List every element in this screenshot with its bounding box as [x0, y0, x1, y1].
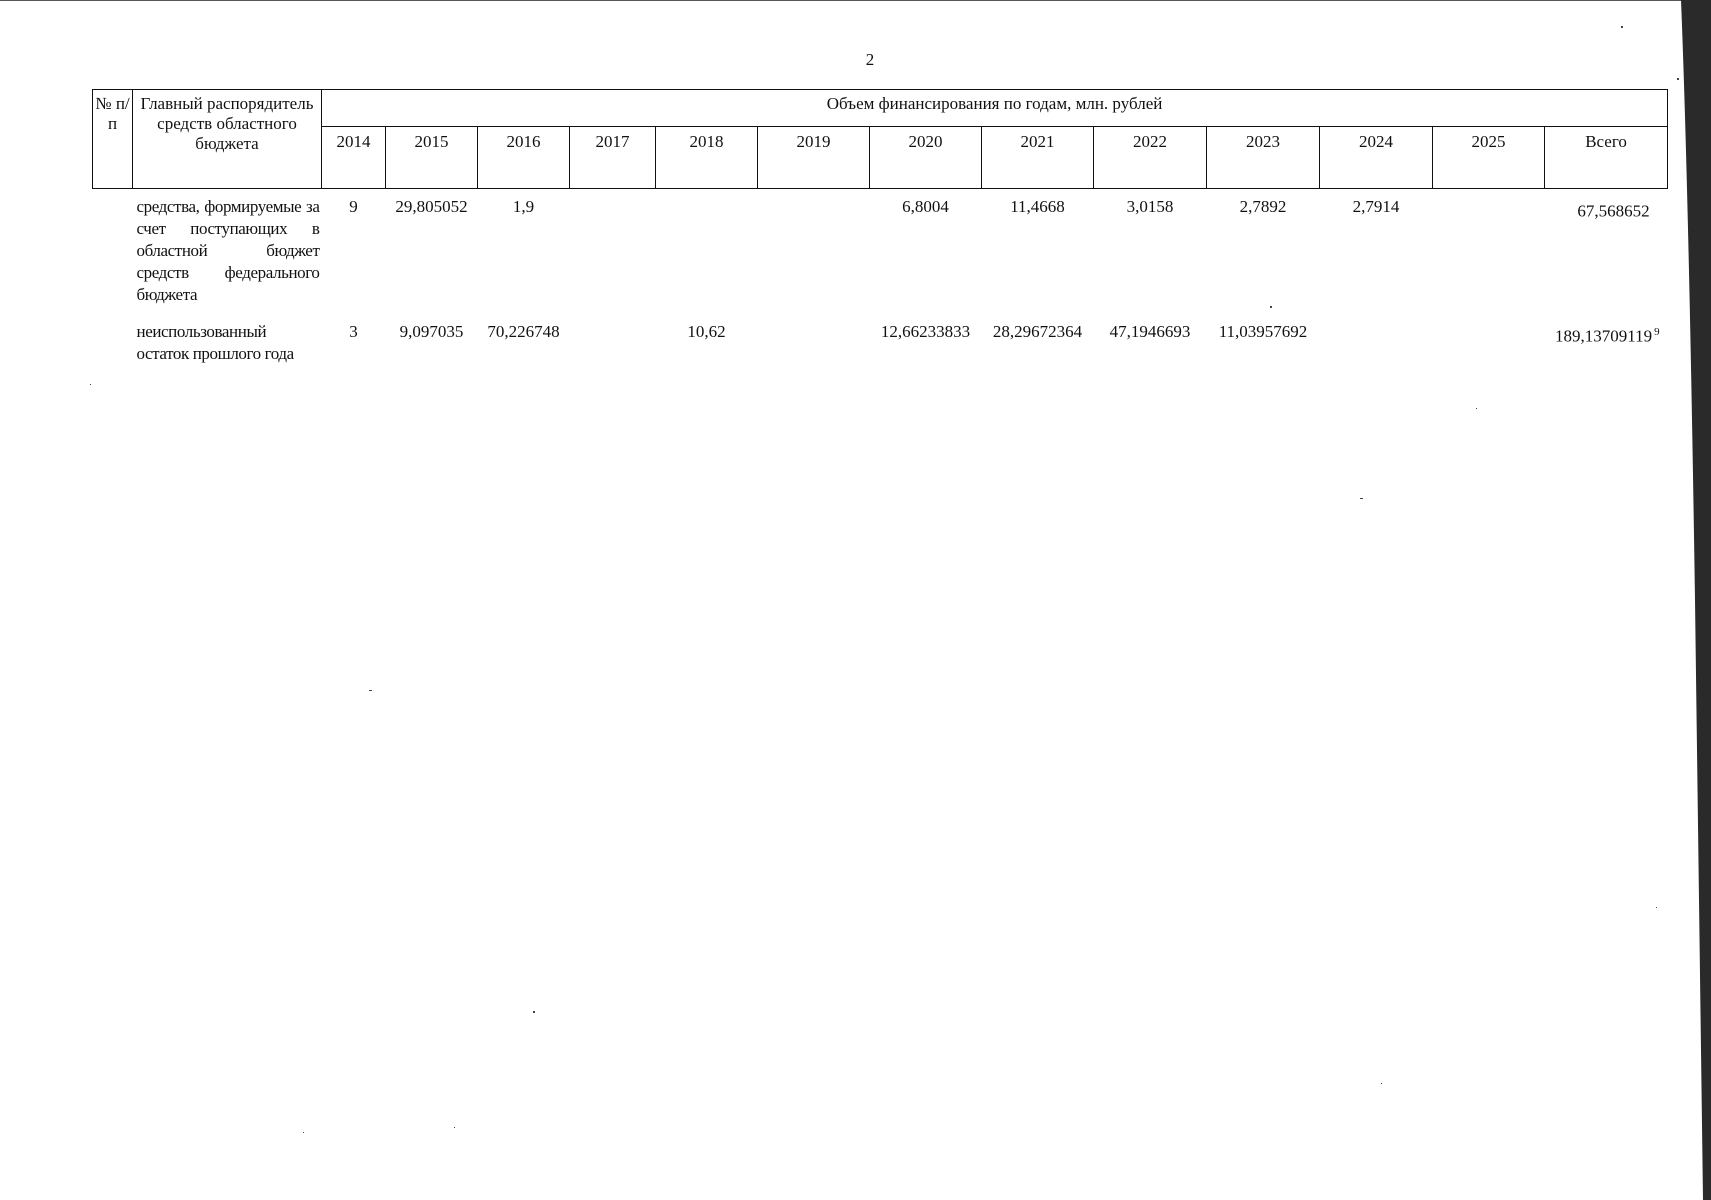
- header-year: 2019: [758, 127, 870, 189]
- scan-top-edge: [0, 0, 1711, 1]
- scan-speck: [90, 384, 91, 385]
- header-year: 2017: [570, 127, 656, 189]
- row-num: [93, 318, 133, 365]
- header-year: 2023: [1207, 127, 1320, 189]
- table-body: [93, 189, 1668, 366]
- scan-speck: [369, 690, 372, 691]
- page-number: 2: [865, 50, 875, 69]
- value-cell: 1,9: [512, 197, 535, 216]
- value-cell: [1320, 318, 1433, 365]
- value-cell: [1433, 318, 1545, 365]
- value-cell: 3: [349, 322, 358, 341]
- value-cell: [570, 318, 656, 365]
- scan-speck: [1360, 498, 1363, 499]
- total-cell: [1545, 318, 1668, 365]
- value-cell: 6,8004: [902, 197, 949, 216]
- value-cell: 9: [349, 197, 358, 216]
- value-cell: 29,805052: [395, 197, 468, 216]
- header-funding-group: Объем финансирования по годам, млн. рублей: [322, 90, 1668, 127]
- header-year: 2022: [1094, 127, 1207, 189]
- header-num: № п/п: [93, 90, 133, 189]
- value-cell: [1433, 189, 1545, 319]
- funding-table: [92, 89, 1668, 365]
- header-year: 2018: [656, 127, 758, 189]
- row-description: средства, формируемые за счет поступающих в областной бюджет средств федерального бюджета: [136, 197, 320, 304]
- scan-speck: [1381, 1083, 1382, 1084]
- value-cell: [656, 189, 758, 319]
- header-year: 2015: [386, 127, 478, 189]
- value-cell: 70,226748: [487, 322, 560, 341]
- total-value: 67,568652: [1577, 201, 1650, 221]
- value-cell: 2,7914: [1352, 197, 1400, 216]
- header-year: 2014: [322, 127, 386, 189]
- value-cell: [758, 189, 870, 319]
- scan-speck: [1270, 306, 1272, 308]
- scan-speck: [1677, 78, 1679, 80]
- value-cell: 11,4668: [1010, 197, 1065, 216]
- header-manager: Главный распорядитель средств областного бюджета: [133, 90, 322, 189]
- header-year: 2021: [982, 127, 1094, 189]
- scan-right-edge: [1681, 0, 1711, 1200]
- scan-speck: [1621, 26, 1623, 28]
- row-num: [93, 189, 133, 319]
- value-cell: 9,097035: [399, 322, 464, 341]
- scan-speck: [1656, 907, 1657, 908]
- value-cell: 10,62: [687, 322, 726, 341]
- value-cell: 2,7892: [1239, 197, 1287, 216]
- scan-speck: [303, 1132, 304, 1133]
- table-row: [93, 189, 1668, 319]
- total-value: 189,13709119: [1555, 326, 1653, 346]
- footnote-mark: 9: [1654, 326, 1660, 338]
- value-cell: [570, 189, 656, 319]
- value-cell: 12,66233833: [880, 322, 971, 341]
- total-cell: [1545, 189, 1668, 319]
- scan-speck: [533, 1011, 535, 1013]
- table-header: [93, 90, 1668, 189]
- header-year: 2025: [1433, 127, 1545, 189]
- header-total: Всего: [1545, 127, 1668, 189]
- value-cell: 47,1946693: [1109, 322, 1191, 341]
- scan-speck: [1476, 408, 1477, 409]
- value-cell: 11,03957692: [1218, 322, 1308, 341]
- row-description: неиспользованный остаток прошлого года: [136, 322, 294, 363]
- value-cell: [758, 318, 870, 365]
- scan-speck: [454, 1127, 455, 1128]
- table-row: [93, 318, 1668, 365]
- header-year: 2020: [870, 127, 982, 189]
- header-year: 2016: [478, 127, 570, 189]
- header-year: 2024: [1320, 127, 1433, 189]
- value-cell: 28,29672364: [992, 322, 1083, 341]
- value-cell: 3,0158: [1126, 197, 1174, 216]
